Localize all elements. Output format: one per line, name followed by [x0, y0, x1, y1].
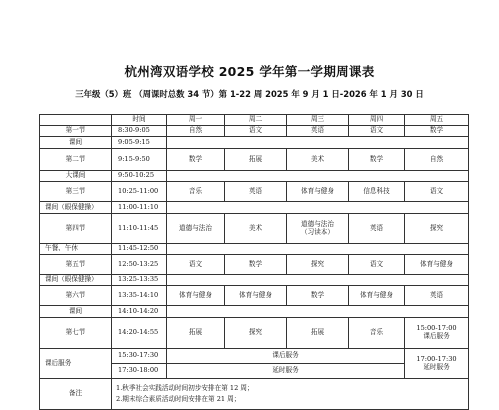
after-service-cell: 课后服务 — [167, 349, 405, 364]
cell-wed — [287, 214, 349, 244]
notes-cell — [112, 379, 469, 410]
row-label: 课间 — [40, 306, 112, 318]
row-time: 9:50-10:25 — [112, 171, 167, 182]
cell-tue: 体育与健身 — [225, 286, 287, 306]
cell-fri: 自然 — [405, 149, 469, 171]
cell-thu: 语文 — [349, 126, 405, 137]
row-notes — [40, 379, 469, 410]
cell-mon: 拓展 — [167, 318, 225, 349]
header-fri: 周五 — [405, 115, 469, 126]
row-period-2 — [40, 149, 469, 171]
cell-thu: 音乐 — [349, 318, 405, 349]
cell-fri: 数学 — [405, 126, 469, 137]
cell-fri: 语文 — [405, 182, 469, 202]
row-label: 课间（眼保健操） — [40, 275, 112, 286]
header-time: 时间 — [112, 115, 167, 126]
page-subtitle: 三年级（5）班 （周课时总数 34 节）第 1-22 周 2025 年 9 月 1 日-2026 年 1 月 30 日 — [75, 89, 424, 99]
row-time: 14:20-14:55 — [112, 318, 167, 349]
row-label: 第一节 — [40, 126, 112, 137]
row-period-3 — [40, 182, 469, 202]
cell-fri-line2: 延时服务 — [423, 362, 450, 371]
row-period-5 — [40, 255, 469, 275]
row-label: 午餐、午休 — [40, 244, 112, 255]
row-period-4 — [40, 214, 469, 244]
row-eye-exercise-2 — [40, 275, 469, 286]
cell-mon: 道德与法治 — [167, 214, 225, 244]
row-break-1 — [40, 137, 469, 149]
page-title: 杭州湾双语学校 2025 学年第一学期周课表 — [124, 64, 375, 79]
header-mon: 周一 — [167, 115, 225, 126]
row-time: 10:25-11:00 — [112, 182, 167, 202]
cell-tue: 探究 — [225, 318, 287, 349]
break-span — [167, 275, 469, 286]
row-time: 17:30-18:00 — [112, 364, 167, 379]
row-time: 12:50-13:25 — [112, 255, 167, 275]
cell-fri — [405, 318, 469, 349]
row-big-break — [40, 171, 469, 182]
header-thu: 周四 — [349, 115, 405, 126]
row-label: 第七节 — [40, 318, 112, 349]
row-label: 课间 — [40, 137, 112, 149]
header-tue: 周二 — [225, 115, 287, 126]
cell-tue: 语文 — [225, 126, 287, 137]
header-row — [40, 115, 469, 126]
cell-mon: 数学 — [167, 149, 225, 171]
cell-mon: 自然 — [167, 126, 225, 137]
cell-thu: 数学 — [349, 149, 405, 171]
cell-mon: 音乐 — [167, 182, 225, 202]
row-time: 11:00-11:10 — [112, 202, 167, 214]
cell-wed: 拓展 — [287, 318, 349, 349]
row-period-1 — [40, 126, 469, 137]
row-label: 第二节 — [40, 149, 112, 171]
cell-thu: 语文 — [349, 255, 405, 275]
cell-fri: 体育与健身 — [405, 255, 469, 275]
row-lunch — [40, 244, 469, 255]
cell-tue: 拓展 — [225, 149, 287, 171]
row-after-school-1 — [40, 349, 469, 364]
cell-fri: 探究 — [405, 214, 469, 244]
cell-wed: 探究 — [287, 255, 349, 275]
header-corner — [40, 115, 112, 126]
row-label: 课后服务 — [40, 349, 112, 379]
row-time: 11:10-11:45 — [112, 214, 167, 244]
cell-wed: 英语 — [287, 126, 349, 137]
row-time: 9:05-9:15 — [112, 137, 167, 149]
row-period-7 — [40, 318, 469, 349]
row-label: 第五节 — [40, 255, 112, 275]
cell-fri-line1: 17:00-17:30 — [416, 354, 457, 363]
row-eye-exercise-1 — [40, 202, 469, 214]
cell-tue: 数学 — [225, 255, 287, 275]
cell-mon: 体育与健身 — [167, 286, 225, 306]
row-time: 8:30-9:05 — [112, 126, 167, 137]
cell-thu: 信息科技 — [349, 182, 405, 202]
cell-fri-extended — [405, 349, 469, 379]
row-label: 课间（眼保健操） — [40, 202, 112, 214]
row-time: 11:45-12:50 — [112, 244, 167, 255]
cell-fri: 英语 — [405, 286, 469, 306]
row-label: 第三节 — [40, 182, 112, 202]
cell-tue: 英语 — [225, 182, 287, 202]
cell-thu: 英语 — [349, 214, 405, 244]
cell-wed: 数学 — [287, 286, 349, 306]
cell-tue: 美术 — [225, 214, 287, 244]
break-span — [167, 244, 469, 255]
row-period-6 — [40, 286, 469, 306]
cell-wed: 体育与健身 — [287, 182, 349, 202]
break-span — [167, 171, 469, 182]
row-label: 备注 — [40, 379, 112, 410]
break-span — [167, 137, 469, 149]
row-break-2 — [40, 306, 469, 318]
row-label: 第四节 — [40, 214, 112, 244]
note-line-2: 2.期末综合素质活动时间安排在第 21 周； — [116, 395, 241, 403]
cell-fri-line1: 15:00-17:00 — [416, 324, 457, 333]
break-span — [167, 202, 469, 214]
row-time: 15:30-17:30 — [112, 349, 167, 364]
cell-mon: 语文 — [167, 255, 225, 275]
header-wed: 周三 — [287, 115, 349, 126]
cell-thu: 体育与健身 — [349, 286, 405, 306]
row-label: 第六节 — [40, 286, 112, 306]
cell-fri-line2: 课后服务 — [423, 332, 450, 340]
cell-wed-line2: （习读本） — [301, 227, 334, 236]
row-label: 大课间 — [40, 171, 112, 182]
row-time: 13:25-13:35 — [112, 275, 167, 286]
row-time: 13:35-14:10 — [112, 286, 167, 306]
extended-service-cell: 延时服务 — [167, 364, 405, 379]
note-line-1: 1.秋季社会实践活动时间初步安排在第 12 周； — [116, 384, 254, 393]
row-time: 14:10-14:20 — [112, 306, 167, 318]
cell-wed: 美术 — [287, 149, 349, 171]
row-time: 9:15-9:50 — [112, 149, 167, 171]
cell-wed-line1: 道德与法治 — [301, 219, 334, 228]
break-span — [167, 306, 469, 318]
timetable — [39, 114, 469, 410]
